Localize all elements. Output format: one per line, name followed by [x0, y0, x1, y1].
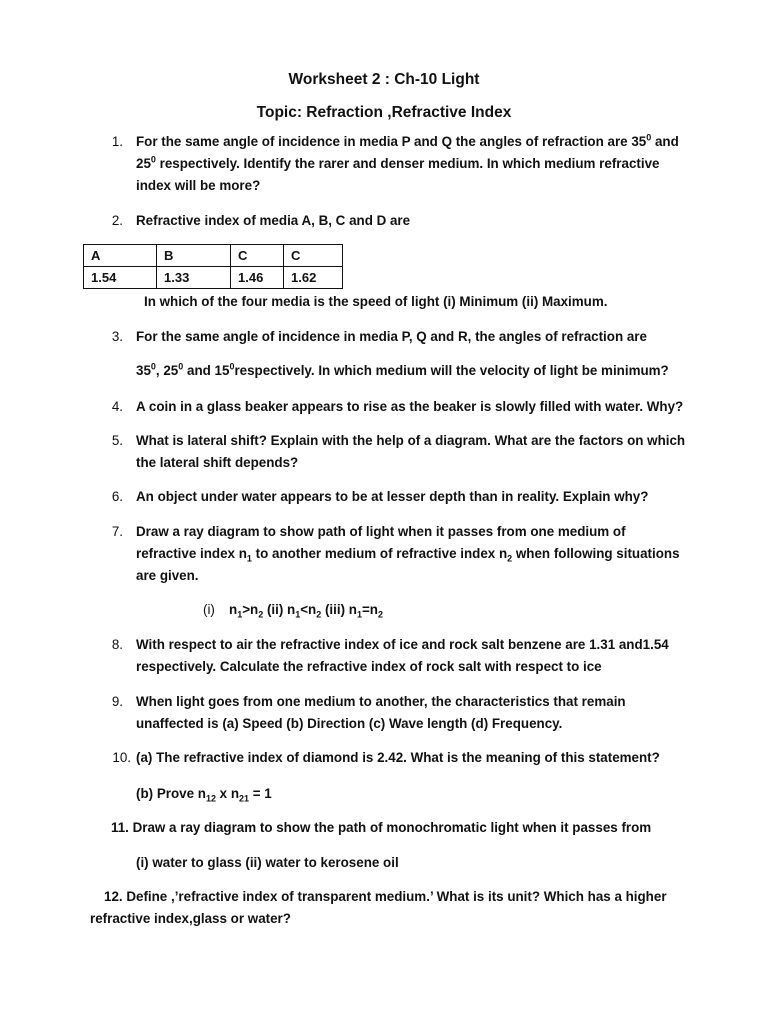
- q8-line-1: With respect to air the refractive index of ice and rock salt benzene are 1.31 and1.54: [136, 637, 669, 652]
- question-number-9: 9.: [111, 694, 123, 709]
- q1-line-2: $25^0$ respectively. Identify the rarer and denser medium. In which medium refractive: [136, 154, 660, 171]
- table-cell: 1.62: [284, 267, 343, 289]
- q12-line-1: 12. Define ,’refractive index of transparent medium.’ What is its unit? Which has a higher: [104, 889, 667, 904]
- table-header-cell: C: [284, 245, 343, 267]
- question-number-8: 8.: [111, 637, 123, 652]
- q2-followup: In which of the four media is the speed of light (i) Minimum (ii) Maximum.: [144, 294, 608, 309]
- question-number-5: 5.: [111, 433, 123, 448]
- q7-line-3: are given.: [136, 568, 199, 583]
- q8-line-2: respectively. Calculate the refractive index of rock salt with respect to ice: [136, 659, 602, 674]
- q5-line-1: What is lateral shift? Explain with the help of a diagram. What are the factors on which: [136, 433, 686, 448]
- q11-line-2: (i) water to glass (ii) water to kerosene oil: [136, 855, 399, 870]
- q7-line-2: refractive index $n_1$ to another medium of refractive index $n_2$ when following situations: [136, 546, 680, 564]
- table-cell: 1.54: [84, 267, 157, 289]
- q2-text: Refractive index of media A, B, C and D are: [136, 213, 411, 228]
- q9-line-2: unaffected is (a) Speed (b) Direction (c) Wave length (d) Frequency.: [136, 716, 563, 731]
- question-number-4: 4.: [111, 399, 123, 414]
- question-number-6: 6.: [111, 489, 123, 504]
- q1-line-1: For the same angle of incidence in media P and Q the angles of refraction are $35^0$ and: [136, 132, 679, 149]
- q3-line-2: $35^0$, $25^0$ and $15^0respectively$. In which medium will the velocity of light be minimum?: [136, 361, 669, 378]
- q5-line-2: the lateral shift depends?: [136, 455, 299, 470]
- table-row: [84, 267, 343, 289]
- question-number-3: 3.: [111, 329, 123, 344]
- q11-line-1: 11. Draw a ray diagram to show the path of monochromatic light when it passes from: [111, 820, 652, 835]
- table-cell: 1.46: [231, 267, 284, 289]
- q7-conditions: $n_1>n_2$ (ii) $n_1<n_2$ (iii) $n_1=n_2$: [229, 602, 383, 620]
- table-header-cell: A: [84, 245, 157, 267]
- table-header-cell: C: [231, 245, 284, 267]
- question-number-7: 7.: [111, 524, 123, 539]
- q10-line-2: (b) Prove $n_{12}$ x $n_{21} = 1$: [136, 786, 272, 804]
- question-number-1: 1.: [111, 134, 123, 149]
- table-cell: 1.33: [157, 267, 231, 289]
- worksheet-title: Worksheet 2 : Ch-10 Light: [288, 71, 480, 88]
- q3-line-1: For the same angle of incidence in media P, Q and R, the angles of refraction are: [136, 329, 647, 344]
- question-number-2: 2.: [111, 213, 123, 228]
- q1-line-3: index will be more?: [136, 178, 261, 193]
- q4-text: A coin in a glass beaker appears to rise as the beaker is slowly filled with water. Why?: [136, 399, 684, 414]
- table-header-row: [84, 245, 343, 267]
- q10-line-1: (a) The refractive index of diamond is 2.42. What is the meaning of this statement?: [136, 750, 660, 765]
- q12-line-2: refractive index,glass or water?: [90, 911, 291, 926]
- q9-line-1: When light goes from one medium to another, the characteristics that remain: [136, 694, 626, 709]
- question-number-10: 10.: [112, 750, 131, 765]
- table-header-cell: B: [157, 245, 231, 267]
- q7-sub-label: (i): [203, 602, 215, 617]
- q6-text: An object under water appears to be at lesser depth than in reality. Explain why?: [136, 489, 649, 504]
- refractive-index-table: [83, 244, 343, 289]
- topic-heading: Topic: Refraction ,Refractive Index: [256, 104, 512, 121]
- q7-line-1: Draw a ray diagram to show path of light when it passes from one medium of: [136, 524, 626, 539]
